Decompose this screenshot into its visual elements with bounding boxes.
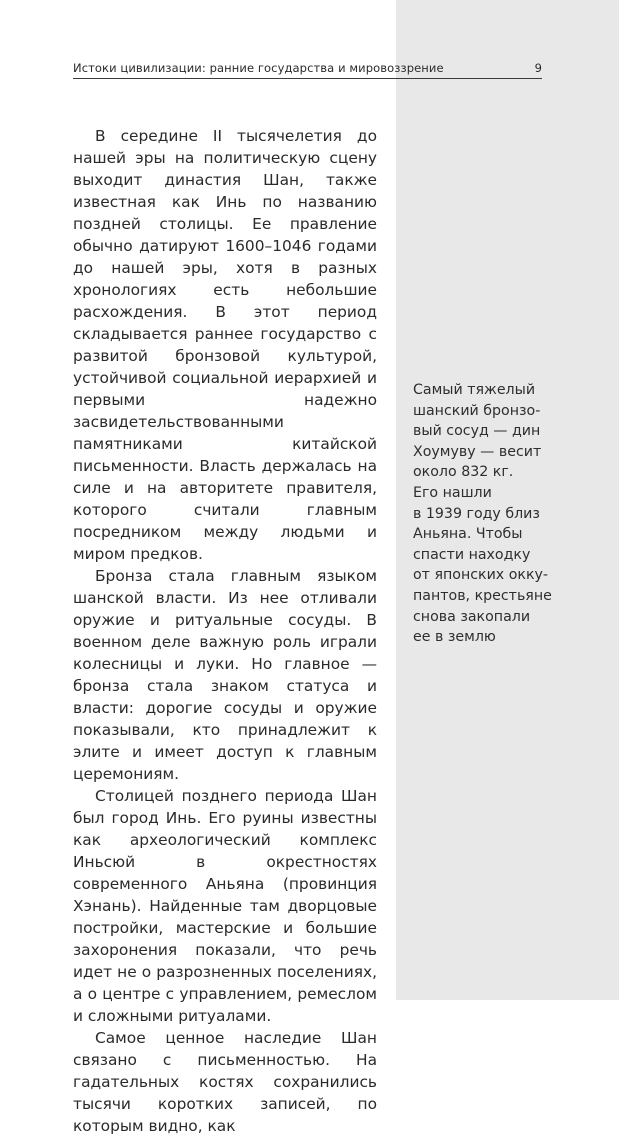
sidenote-line: шанский бронзо-: [413, 402, 541, 419]
sidenote-line: вый сосуд — дин: [413, 423, 541, 440]
sidenote: [413, 380, 603, 648]
sidenote-line: снова закопали: [413, 608, 531, 625]
paragraph: Самое ценное наследие Шан связано с письменностью. На гадательных костях сохранились тысячи коротких записей, по которым видно, как: [73, 1029, 377, 1135]
sidenote-line: ее в землю: [413, 629, 496, 646]
sidenote-line: Аньяна. Чтобы: [413, 526, 523, 543]
paragraph: В середине II тысячелетия до нашей эры на политическую сцену выходит династия Шан, также известная как Инь по названию поздней столицы. Ее правление обычно датируют 1600–1046 годами до нашей эры, хотя в разных хронологиях есть небольшие расхождения. В этот период складывается раннее государство с развитой бронзовой культурой, устойчивой социальной иерархией и первыми надежно засвидетельствованными памятниками китайской письменности. Власть держалась на силе и на авторитете правителя, которого считали главным посредником между людьми и миром предков.: [73, 127, 377, 563]
sidenote-line: около 832 кг.: [413, 464, 514, 481]
sidenote-line: спасти находку: [413, 546, 531, 563]
sidenote-line: пантов, крестьяне: [413, 587, 552, 604]
sidenote-line: Хоумуву — весит: [413, 443, 542, 460]
sidenote-line: в 1939 году близ: [413, 505, 540, 522]
sidenote-line: Самый тяжелый: [413, 382, 536, 398]
paragraph: Бронза стала главным языком шанской власти. Из нее отливали оружие и ритуальные сосуды. В военном деле важную роль играли колесницы и луки. Но главное — бронза стала знаком статуса и власти: дорогие сосуды и оружие показывали, кто принадлежит к элите и имеет доступ к главным церемониям.: [73, 567, 377, 783]
running-head: [73, 61, 542, 79]
page-number: 9: [534, 61, 542, 75]
running-head-title: Истоки цивилизации: ранние государства и мировоззрение: [73, 61, 444, 75]
sidenote-line: Его нашли: [413, 484, 492, 501]
main-text: [73, 125, 377, 1137]
sidenote-line: от японских окку-: [413, 567, 549, 584]
paragraph: Столицей позднего периода Шан был город Инь. Его руины известны как археологический комплекс Иньсюй в окрестностях современного Аньяна (провинция Хэнань). Найденные там дворцовые постройки, мастерские и большие захоронения показали, что речь идет не о разрозненных поселениях, а о центре с управлением, ремеслом и сложными ритуалами.: [73, 787, 377, 1025]
